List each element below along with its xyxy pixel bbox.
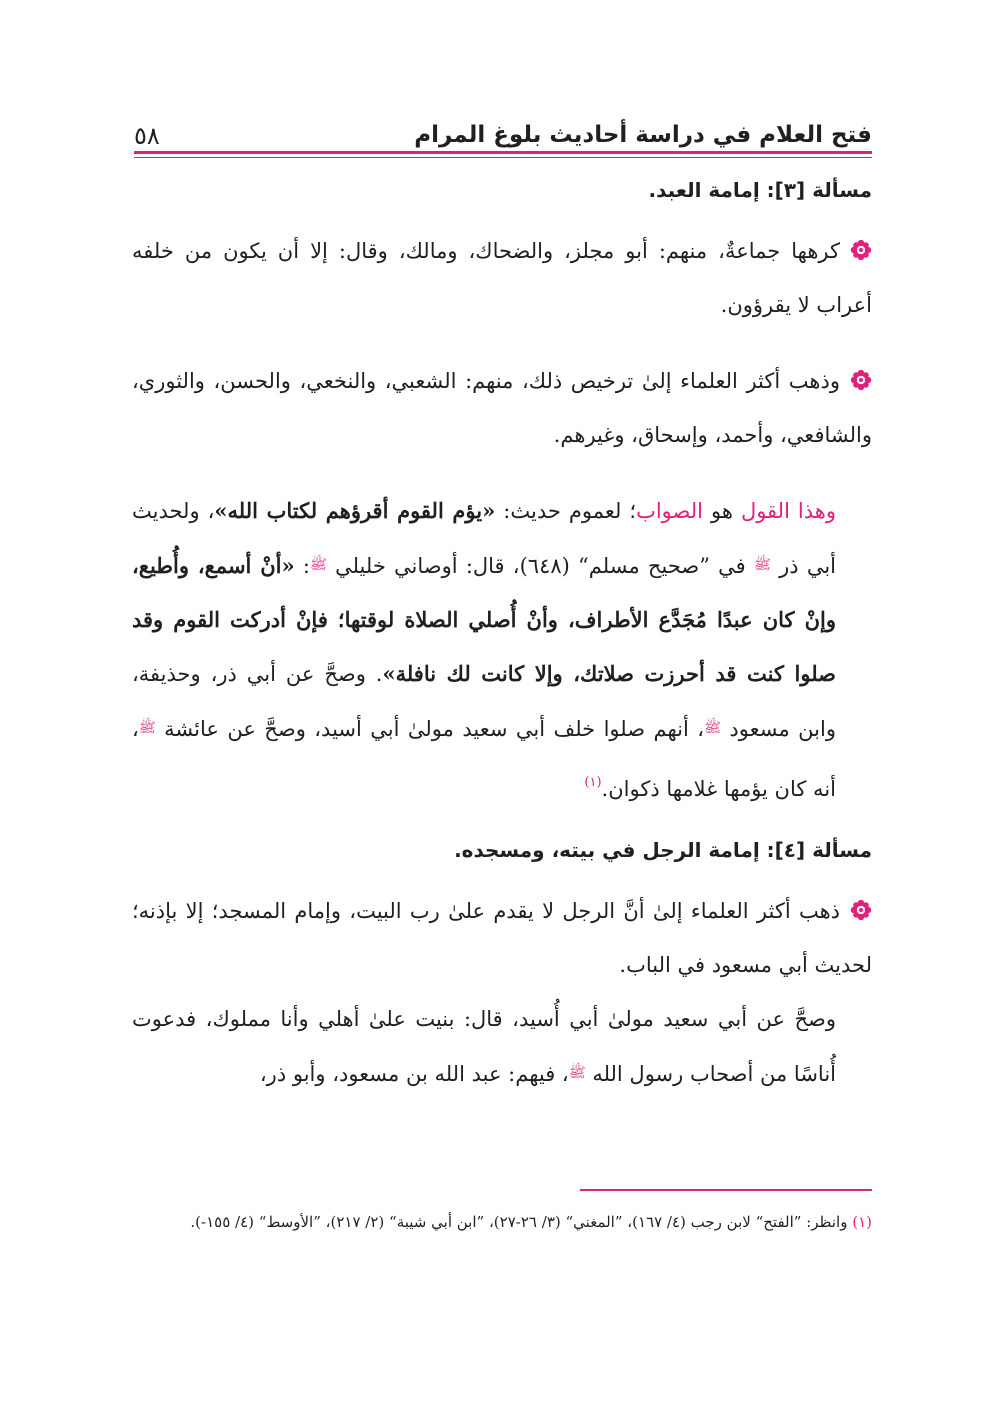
- footnote-number: (١): [852, 1213, 872, 1231]
- honorific-glyph: ﷺ: [568, 1065, 586, 1081]
- footnote-ref[interactable]: (١): [584, 775, 602, 790]
- footnote-text: وانظر: ”الفتح“ لابن رجب (٤/ ١٦٧)، ”المغني“ (٣/ ٢٦-٢٧)، ”ابن أبي شيبة“ (٢/ ٢١٧)، ”الأوسط“ (٤/ ١٥٥-).: [190, 1213, 853, 1231]
- header-rule-thin: [134, 157, 872, 158]
- paragraph-4-text: ذهب أكثر العلماء إلىٰ أنَّ الرجل لا يقدم علىٰ رب البيت، وإمام المسجد؛ إلا بإذنه؛ لحديث أبي مسعود في الباب.: [132, 899, 872, 977]
- honorific-glyph: ﷺ: [704, 720, 721, 736]
- honorific-glyph: ﷺ: [309, 557, 327, 573]
- footnote-rule: [580, 1189, 872, 1191]
- flower-ornament-icon: [850, 239, 872, 261]
- issue-3-heading: مسألة [٣]: إمامة العبد.: [648, 178, 872, 202]
- flower-ornament-icon: [850, 369, 872, 391]
- paragraph-5: وصحَّ عن أبي سعيد مولىٰ أبي أُسيد، قال: بنيت علىٰ أهلي وأنا مملوك، فدعوت أُناسًا من أصحاب رسول الله ﷺ، فيهم: عبد الله بن مسعود، وأبو ذر،: [132, 1007, 836, 1086]
- hadith-quote-2: «أنْ أسمع، وأُطيع، وإنْ كان عبدًا مُجَدَّع الأطراف، وأنْ أُصلي الصلاة لوقتها؛ فإنْ أدركت القوم وقد صلوا كنت قد أحرزت صلاتك، وإلا كانت لك نافلة»: [132, 553, 836, 686]
- honorific-glyph: ﷺ: [753, 557, 771, 573]
- flower-ornament-icon: [850, 899, 872, 921]
- book-title: فتح العلام في دراسة أحاديث بلوغ المرام: [414, 122, 872, 148]
- issue-4-heading: مسألة [٤]: إمامة الرجل في بيته، ومسجده.: [454, 838, 872, 862]
- running-header: [134, 112, 872, 156]
- main-text: [132, 170, 872, 1101]
- paragraph-2-text: وذهب أكثر العلماء إلىٰ ترخيص ذلك، منهم: الشعبي، والنخعي، والحسن، والثوري، والشافعي، وأحمد، وإسحاق، وغيرهم.: [132, 369, 872, 447]
- honorific-glyph: ﷺ: [138, 720, 156, 736]
- paragraph-1-text: كرهها جماعةٌ، منهم: أبو مجلز، والضحاك، ومالك، وقال: إلا أن يكون من خلفه أعراب لا يقرؤون.: [132, 239, 872, 317]
- paragraph-4: [132, 884, 872, 992]
- paragraph-3: وهذا القول هو الصواب؛ لعموم حديث: «يؤم القوم أقرؤهم لكتاب الله»، ولحديث أبي ذر ﷺ في ”صحيح مسلم“ (٦٤٨)، قال: أوصاني خليلي ﷺ: «أنْ أسمع، وأُطيع، وإنْ كان عبدًا مُجَدَّع الأطراف، وأنْ أُصلي الصلاة لوقتها؛ فإنْ أدركت القوم وقد صلوا كنت قد أحرزت صلاتك، وإلا كانت لك نافلة». وصحَّ عن أبي ذر، وحذيفة، وابن مسعود ﷺ، أنهم صلوا خلف أبي سعيد مولىٰ أبي أسيد، وصحَّ عن عائشة ﷺ، أنه كان يؤمها غلامها ذكوان.$^{(١)}$: [132, 498, 837, 801]
- paragraph-2: [132, 354, 872, 462]
- footnote: [132, 1206, 872, 1238]
- page-number: ٥٨: [134, 122, 160, 150]
- hadith-quote-1: «يؤم القوم أقرؤهم لكتاب الله»: [214, 498, 496, 523]
- opening-phrase: وهذا القول: [740, 499, 836, 523]
- header-rule-thick: [134, 151, 872, 154]
- sawab-word: الصواب: [636, 499, 703, 523]
- paragraph-1: [132, 224, 872, 332]
